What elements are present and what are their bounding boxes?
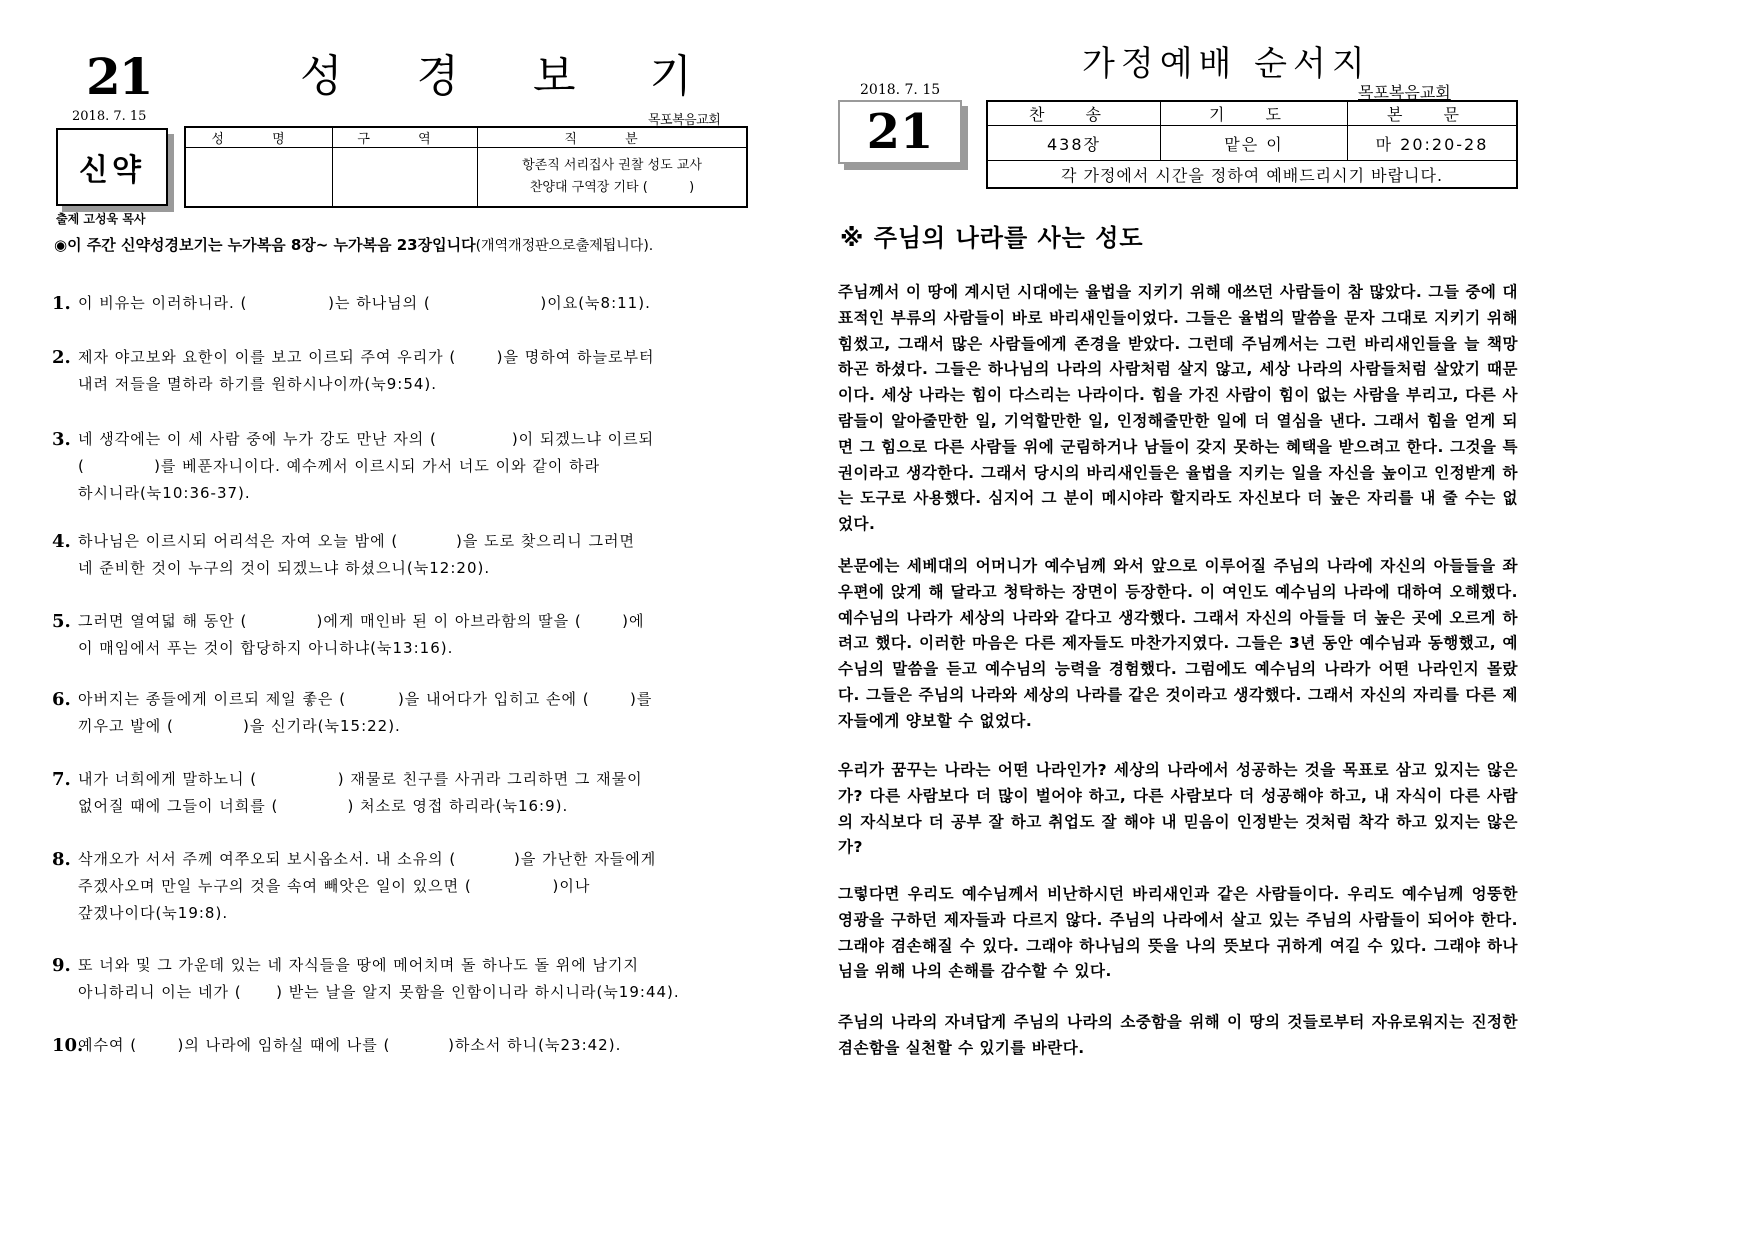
question-text: 이 비유는 이러하니라. ( )는 하나님의 ( )이요(눅8:11).	[78, 294, 651, 312]
date: 2018. 7. 15	[72, 109, 147, 124]
question-number: 9.	[52, 955, 71, 976]
worship-order-title: 가정예배 순서지	[1082, 44, 1371, 84]
church-name: 목포복음교회	[648, 113, 721, 128]
question-item	[52, 608, 742, 662]
sermon-paragraph: 주님께서 이 땅에 계시던 시대에는 율법을 지키기 위해 애쓰던 사람들이 참 많았다. 그들 중에 대표적인 부류의 사람들이 바로 바리새인들이었다. 그들은 율법의 말씀을 문자 그대로 지키기 위해 힘썼고, 그래서 많은 사람들에게 존경을 받았다. 그런데 주님께서는 그런 바리새인들을 늘 책망하곤 하셨다. 그들은 하나님의 나라의 사람처럼 살지 않고, 세상 나라의 사람들처럼 살았기 때문이다. 세상 나라는 힘이 다스리는 나라이다. 힘을 가진 사람이 힘이 없는 사람을 부리고, 다른 사람들이 알아줄만한 일, 기억할만한 일, 인정해줄만한 일에 더 열심을 낸다. 그래서 힘을 얻게 되면 그 힘으로 다른 사람들 위에 군림하거나 남들이 갖지 못하는 혜택을 받으려고 한다. 그것을 특권이라고 생각한다. 그래서 당시의 바리새인들은 율법을 지키는 일을 자신을 높이고 인정받게 하는 도구로 사용했다. 심지어 그 분이 메시야라 할지라도 자신보다 더 높은 자리를 내 줄 수는 없었다.	[838, 283, 1518, 534]
question-text: 아버지는 종들에게 이르되 제일 좋은 ( )을 내어다가 입히고 손에 ( )를 끼우고 발에 ( )을 신기라(눅15:22).	[78, 690, 653, 735]
position-line-1: 항존직 서리집사 권찰 성도 교사	[522, 158, 702, 173]
question-item	[52, 846, 742, 927]
issue-number: 21	[86, 47, 152, 106]
intro-note: (개역개정판으로출제됩니다).	[475, 238, 654, 254]
district-field[interactable]	[333, 148, 478, 208]
question-item	[52, 528, 742, 582]
question-item	[52, 952, 742, 1006]
page-title: 성 경 보 기	[300, 51, 722, 102]
author: 출제 고성욱 목사	[56, 212, 146, 226]
right-issue-badge	[838, 100, 962, 164]
question-item	[52, 290, 742, 317]
question-number: 4.	[52, 531, 71, 552]
question-number: 10.	[52, 1035, 84, 1056]
question-number: 6.	[52, 689, 71, 710]
question-text: 네 생각에는 이 세 사람 중에 누가 강도 만난 자의 ( )이 되겠느냐 이르되 ( )를 베푼자니이다. 예수께서 이르시되 가서 너도 이와 같이 하라 하시니라(눅10:36-37).	[78, 430, 655, 502]
testament-badge	[56, 128, 168, 206]
header-name: 성 명	[185, 127, 333, 148]
question-text: 내가 너희에게 말하노니 ( ) 재물로 친구를 사귀라 그리하면 그 재물이 없어질 때에 그들이 너희를 ( ) 처소로 영접 하리라(눅16:9).	[78, 770, 643, 815]
member-info-table	[184, 126, 748, 208]
worship-note: 각 가정에서 시간을 정하여 예배드리시기 바랍니다.	[987, 161, 1517, 189]
intro-main: ◉이 주간 신약성경보기는 누가복음 8장~ 누가복음 23장입니다	[54, 236, 476, 254]
sermon-paragraph: 그렇다면 우리도 예수님께서 비난하시던 바리새인과 같은 사람들이다. 우리도 예수님께 엉뚱한 영광을 구하던 제자들과 다르지 않다. 주님의 나라에서 살고 있는 주님의 사람들이 되어야 한다. 그래야 겸손해질 수 있다. 그래야 하나님의 뜻을 나의 뜻보다 귀하게 여길 수 있다. 그래야 하나님을 위해 나의 손해를 감수할 수 있다.	[838, 885, 1518, 981]
question-text: 삭개오가 서서 주께 여쭈오되 보시옵소서. 내 소유의 ( )을 가난한 자들에게 주겠사오며 만일 누구의 것을 속여 빼앗은 일이 있으면 ( )이나 갚겠나이다(눅19:8).	[78, 850, 657, 922]
right-date: 2018. 7. 15	[860, 82, 941, 98]
hymn-value: 438장	[987, 126, 1161, 161]
question-number: 7.	[52, 769, 71, 790]
question-number: 1.	[52, 293, 71, 314]
question-text: 그러면 열여덟 해 동안 ( )에게 매인바 된 이 아브라함의 딸을 ( )에 이 매임에서 푸는 것이 합당하지 아니하냐(눅13:16).	[78, 612, 645, 657]
question-text: 예수여 ( )의 나라에 임하실 때에 나를 ( )하소서 하니(눅23:42).	[78, 1036, 622, 1054]
question-item	[52, 766, 742, 820]
name-field[interactable]	[185, 148, 333, 208]
right-issue-number: 21	[866, 104, 934, 160]
question-number: 5.	[52, 611, 71, 632]
question-text: 하나님은 이르시되 어리석은 자여 오늘 밤에 ( )을 도로 찾으리니 그러면 네 준비한 것이 누구의 것이 되겠느냐 하셨으니(눅12:20).	[78, 532, 636, 577]
question-item	[52, 1032, 742, 1059]
header-prayer: 기 도	[1161, 101, 1348, 126]
question-number: 2.	[52, 347, 71, 368]
sermon-paragraph: 본문에는 세베대의 어머니가 예수님께 와서 앞으로 이루어질 주님의 나라에 자신의 아들들을 좌우편에 앉게 해 달라고 청탁하는 장면이 등장한다. 이 여인도 예수님의 나라에 대하여 오해했다. 예수님의 나라가 세상의 나라와 같다고 생각했다. 그래서 자신의 아들들 더 높은 곳에 오르게 하려고 했다. 이러한 마음은 다른 제자들도 마찬가지였다. 그들은 3년 동안 예수님과 동행했고, 예수님의 말씀을 듣고 예수님의 능력을 경험했다. 그럼에도 예수님의 나라가 어떤 나라인지 몰랐다. 그들은 주님의 나라와 세상의 나라를 같은 것이라고 생각했다. 그래서 자신의 자리를 다른 제자들에게 양보할 수 없었다.	[838, 557, 1518, 730]
worship-order-table	[986, 100, 1518, 189]
testament-badge-label: 신약	[79, 153, 145, 188]
question-text: 제자 야고보와 요한이 이를 보고 이르되 주여 우리가 ( )을 명하여 하늘로부터 내려 저들을 멸하라 하기를 원하시나이까(눅9:54).	[78, 348, 655, 393]
question-number: 3.	[52, 429, 71, 450]
position-line-2: 찬양대 구역장 기타 ( )	[529, 180, 695, 195]
sermon-paragraph: 주님의 나라의 자녀답게 주님의 나라의 소중함을 위해 이 땅의 것들로부터 자유로워지는 진정한 겸손함을 실천할 수 있기를 바란다.	[838, 1013, 1518, 1057]
sermon-paragraph: 우리가 꿈꾸는 나라는 어떤 나라인가? 세상의 나라에서 성공하는 것을 목표로 삼고 있지는 않은가? 다른 사람보다 더 많이 벌어야 하고, 다른 사람보다 더 성공해야 하고, 내 자식이 다른 사람의 자식보다 더 공부 잘 하고 취업도 잘 해야 내 믿음이 인정받는 것처럼 착각 하고 있지는 않은가?	[838, 761, 1518, 857]
prayer-value: 맡은 이	[1161, 126, 1348, 161]
intro-text	[54, 234, 754, 255]
position-options[interactable]	[478, 148, 748, 208]
header-position: 직 분	[478, 127, 748, 148]
question-item	[52, 426, 742, 507]
header-scripture: 본 문	[1348, 101, 1518, 126]
sermon-title: ※ 주님의 나라를 사는 성도	[840, 224, 1144, 252]
header-district: 구 역	[333, 127, 478, 148]
question-number: 8.	[52, 849, 71, 870]
question-text: 또 너와 및 그 가운데 있는 네 자식들을 땅에 메어치며 돌 하나도 돌 위에 남기지 아니하리니 이는 네가 ( ) 받는 날을 알지 못함을 인함이니라 하시니라(눅19:44).	[78, 956, 680, 1001]
question-item	[52, 344, 742, 398]
question-item	[52, 686, 742, 740]
header-hymn: 찬 송	[987, 101, 1161, 126]
right-church-name: 목포복음교회	[1358, 83, 1451, 102]
scripture-value: 마 20:20-28	[1348, 126, 1518, 161]
